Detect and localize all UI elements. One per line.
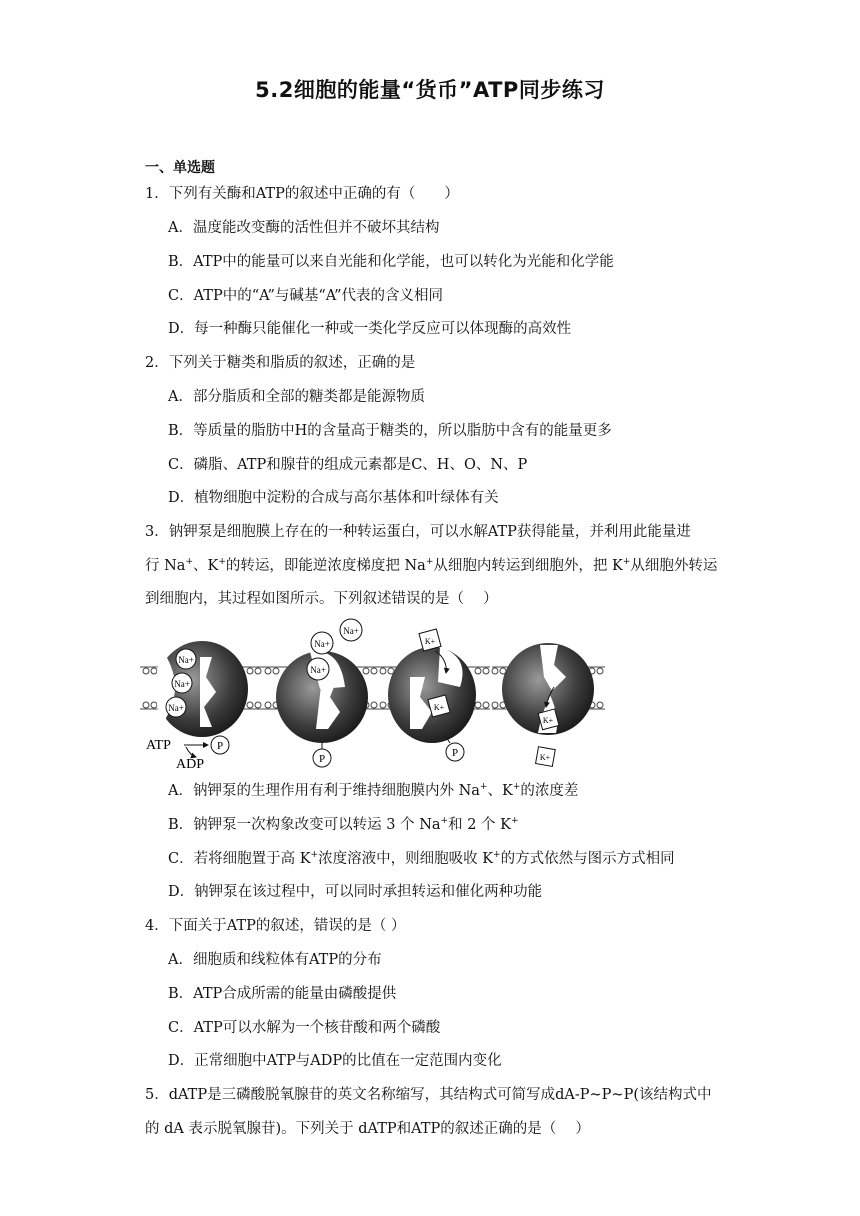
pump-stage-2 — [276, 619, 368, 767]
na-label: Na+ — [314, 639, 330, 649]
q2-option-b: B．等质量的脂肪中H的含量高于糖类的，所以脂肪中含有的能量更多 — [168, 423, 612, 439]
k-label: K+ — [433, 703, 445, 712]
superscript: + — [510, 816, 519, 827]
question-3-stem-line-3 — [145, 589, 498, 609]
q4-option-d: D．正常细胞中ATP与ADP的比值在一定范围内变化 — [168, 1053, 502, 1069]
question-5-stem-line-2: 的 dA 表示脱氧腺苷)。下列关于 dATP和ATP的叙述正确的是（ ） — [145, 1121, 590, 1137]
q4-option-a: A．细胞质和线粒体有ATP的分布 — [168, 952, 382, 968]
k-label: K+ — [542, 716, 554, 725]
superscript: + — [493, 850, 501, 861]
text-run: D．钠钾泵在该过程中，可以同时承担转运和催化两种功能 — [168, 884, 543, 900]
text-run: 、K — [487, 783, 513, 799]
q1-option-d: D．每一种酶只能催化一种或一类化学反应可以体现酶的高效性 — [168, 321, 572, 337]
text-run: A．钠钾泵的生理作用有利于维持细胞膜内外 Na — [168, 783, 480, 799]
na-label: Na+ — [343, 626, 359, 636]
superscript: + — [512, 782, 521, 793]
superscript: + — [622, 557, 631, 568]
superscript: + — [185, 557, 193, 568]
pump-stage-4 — [502, 643, 594, 766]
text-run: 浓度溶液中，则细胞吸收 K — [318, 851, 494, 867]
pump-stage-3 — [388, 629, 476, 761]
na-label: Na+ — [310, 665, 326, 675]
superscript: + — [218, 557, 226, 568]
text-run: 和 2 个 K — [448, 817, 511, 833]
q2-option-c: C．磷脂、ATP和腺苷的组成元素都是C、H、O、N、P — [168, 457, 528, 473]
question-1-stem: 1．下列有关酶和ATP的叙述中正确的有（ ） — [145, 186, 459, 202]
q3-option-a — [168, 781, 578, 801]
atp-label: ATP — [146, 738, 171, 753]
question-3-stem-line-1 — [145, 522, 691, 542]
na-label: Na+ — [168, 703, 184, 713]
text-run: B．钠钾泵一次构象改变可以转运 3 个 Na — [168, 817, 441, 833]
text-run: 的浓度差 — [520, 783, 579, 799]
q2-option-d: D．植物细胞中淀粉的合成与高尔基体和叶绿体有关 — [168, 490, 499, 506]
question-3-stem-line-2 — [145, 556, 717, 576]
page-title: 5.2细胞的能量“货币”ATP同步练习 — [255, 78, 605, 102]
question-2-stem: 2．下列关于糖类和脂质的叙述，正确的是 — [145, 355, 416, 371]
section-heading: 一、单选题 — [145, 160, 215, 176]
adp-label: ADP — [176, 757, 205, 772]
superscript: + — [425, 557, 434, 568]
superscript: + — [479, 782, 488, 793]
q1-option-c: C．ATP中的“A”与碱基“A”代表的含义相同 — [168, 288, 444, 304]
text-run: 行 Na — [145, 558, 186, 574]
text-run: 的方式依然与图示方式相同 — [500, 851, 675, 867]
q3-option-b — [168, 815, 519, 835]
p-label: P — [318, 753, 326, 765]
text-run: 从细胞内转运到细胞外，把 K — [433, 558, 623, 574]
p-label: P — [216, 740, 224, 752]
text-run: 3．钠钾泵是细胞膜上存在的一种转运蛋白，可以水解ATP获得能量，并利用此能量进 — [145, 524, 691, 540]
q3-option-c — [168, 849, 675, 869]
na-label: Na+ — [178, 655, 194, 665]
na-label: Na+ — [174, 679, 190, 689]
text-run: 的转运，即能逆浓度梯度把 Na — [225, 558, 426, 574]
q2-option-a: A．部分脂质和全部的糖类都是能源物质 — [168, 389, 425, 405]
text-run: 到细胞内，其过程如图所示。下列叙述错误的是（ ） — [145, 591, 498, 607]
text-run: 从细胞外转运 — [630, 558, 718, 574]
question-4-stem: 4．下面关于ATP的叙述，错误的是（ ） — [145, 918, 406, 934]
k-label: K+ — [424, 637, 436, 646]
sodium-potassium-pump-figure — [140, 617, 610, 781]
q1-option-b: B．ATP中的能量可以来自光能和化学能，也可以转化为光能和化学能 — [168, 254, 614, 270]
q1-option-a: A．温度能改变酶的活性但并不破坏其结构 — [168, 220, 440, 236]
k-label: K+ — [539, 753, 551, 762]
text-run: 、K — [193, 558, 219, 574]
superscript: + — [440, 816, 449, 827]
pump-stage-1 — [146, 641, 248, 772]
pump-diagram — [140, 617, 610, 777]
p-label: P — [451, 747, 459, 759]
text-run: C．若将细胞置于高 K — [168, 851, 311, 867]
question-5-stem-line-1: 5．dATP是三磷酸脱氧腺苷的英文名称缩写，其结构式可简写成dA-P~P~P(该结构式中 — [145, 1087, 712, 1103]
q3-option-d — [168, 882, 542, 902]
q4-option-c: C．ATP可以水解为一个核苷酸和两个磷酸 — [168, 1020, 441, 1036]
q4-option-b: B．ATP合成所需的能量由磷酸提供 — [168, 986, 397, 1002]
superscript: + — [310, 850, 319, 861]
